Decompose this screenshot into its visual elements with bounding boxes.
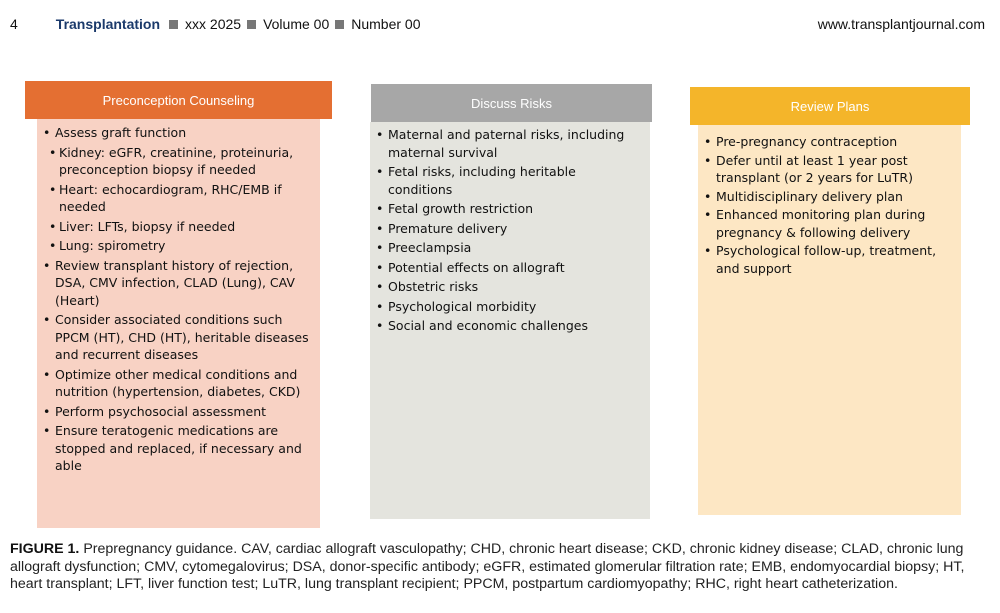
square-separator-icon	[169, 20, 178, 29]
sub-list-item: • Heart: echocardiogram, RHC/EMB if needed	[49, 181, 314, 216]
list-item: • Potential effects on allograft	[376, 259, 644, 277]
list-item: • Ensure teratogenic medications are stopped and replaced, if necessary and able	[43, 422, 314, 475]
list-item: • Fetal risks, including heritable conditions	[376, 163, 644, 198]
list-item: • Defer until at least 1 year post transplant (or 2 years for LuTR)	[704, 152, 955, 187]
preconception-counseling-title: Preconception Counseling	[25, 81, 332, 119]
list-item: • Fetal growth restriction	[376, 200, 644, 218]
review-plans-box	[698, 125, 961, 515]
discuss-risks-title: Discuss Risks	[371, 84, 652, 122]
list-item: • Obstetric risks	[376, 278, 644, 296]
list-item: • Psychological morbidity	[376, 298, 644, 316]
issue-number: Number 00	[351, 16, 421, 32]
sub-list-item: • Kidney: eGFR, creatinine, proteinuria, preconception biopsy if needed	[49, 144, 314, 179]
list-item: • Pre-pregnancy contraception	[704, 133, 955, 151]
preconception-counseling-list	[43, 124, 314, 475]
list-item: • Enhanced monitoring plan during pregnancy & following delivery	[704, 206, 955, 241]
discuss-risks-list	[376, 126, 644, 335]
square-separator-icon	[247, 20, 256, 29]
volume: Volume 00	[263, 16, 330, 32]
review-plans-list	[704, 133, 955, 277]
list-item: • Preeclampsia	[376, 239, 644, 257]
figure-caption-text: Prepregnancy guidance. CAV, cardiac allograft vasculopathy; CHD, chronic heart disease; CKD, chronic kidney disease; CLAD, chronic lung allograft dysfunction; CMV, cytomegalovirus; DSA, donor-specific antibody; eGFR, estimated glomerular filtration rate; EMB, endomyocardial biopsy; HT, heart transplant; LFT, liver function test; LuTR, lung transplant recipient; PPCM, postpartum cardiomyopathy; RHC, right heart catheterization.	[10, 541, 965, 592]
square-separator-icon	[335, 20, 344, 29]
figure-label: FIGURE 1.	[10, 541, 80, 557]
list-item: • Optimize other medical conditions and nutrition (hypertension, diabetes, CKD)	[43, 366, 314, 401]
list-item: • Psychological follow-up, treatment, and support	[704, 242, 955, 277]
journal-url: www.transplantjournal.com	[817, 16, 985, 32]
review-plans-title: Review Plans	[690, 87, 970, 125]
list-item: • Social and economic challenges	[376, 317, 644, 335]
discuss-risks-box	[370, 122, 650, 519]
list-item: • Multidisciplinary delivery plan	[704, 188, 955, 206]
list-item: • Perform psychosocial assessment	[43, 403, 314, 421]
preconception-counseling-box	[37, 119, 320, 528]
list-item: • Consider associated conditions such PPCM (HT), CHD (HT), heritable diseases and recurrent diseases	[43, 311, 314, 364]
list-item: • Premature delivery	[376, 220, 644, 238]
issue-date: xxx 2025	[185, 16, 242, 32]
list-item: • Review transplant history of rejection, DSA, CMV infection, CLAD (Lung), CAV (Heart)	[43, 257, 314, 310]
figure-caption	[10, 541, 986, 594]
list-item: • Assess graft function	[43, 124, 314, 142]
sub-list-item: • Lung: spirometry	[49, 237, 314, 255]
sub-list-item: • Liver: LFTs, biopsy if needed	[49, 218, 314, 236]
journal-name: Transplantation	[55, 16, 161, 32]
page-number: 4	[10, 16, 18, 32]
list-item: • Maternal and paternal risks, including maternal survival	[376, 126, 644, 161]
running-header	[10, 14, 985, 34]
